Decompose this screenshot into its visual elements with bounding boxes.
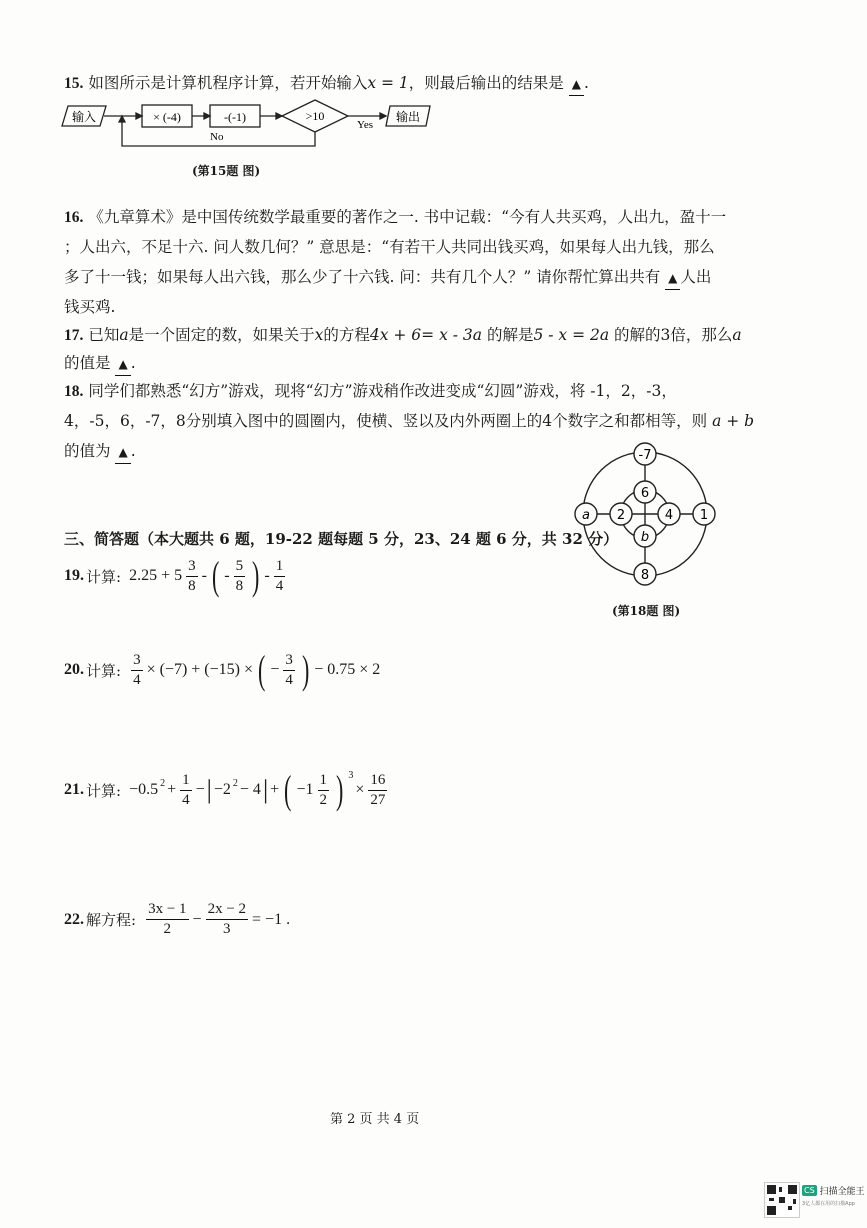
q19-op1: - [201, 567, 207, 584]
flow-minus-label: -(-1) [224, 110, 246, 124]
page-footer: 第 2 页 共 4 页 [330, 1112, 420, 1127]
q17-end: . [130, 354, 136, 372]
q16-line1-text: 《九章算术》是中国传统数学最重要的著作之一. 书中记载：“今有人共买鸡，人出九，盈十一 [88, 208, 727, 226]
q17-line1 [64, 324, 742, 347]
q20-term1: × (−7) + (−15) × [146, 661, 253, 678]
q17-eq2: 5 - x = 2a [533, 326, 610, 344]
q22-frac1: $\frac{3x - 1}{2}$ [148, 901, 187, 937]
q21-op1: + [167, 781, 177, 798]
q18-ab: a + b [712, 412, 755, 430]
scanner-badge [802, 1184, 865, 1197]
q19-neg: - [224, 567, 230, 584]
flow-output-label: 输出 [395, 110, 421, 124]
q15-blank: ▲ [569, 72, 584, 96]
q21-sup1: 2 [160, 777, 166, 789]
q22-number: 22. [64, 910, 84, 928]
q21-frac3: $\frac{16}{27}$ [370, 771, 386, 808]
q18-caption: (第18题 图) [612, 604, 681, 618]
circle-inner-bottom: b [640, 530, 650, 545]
circle-inner-top: 6 [640, 486, 650, 501]
q20-frac1: $\frac{3}{4}$ [133, 651, 141, 688]
q18-line1-text: 同学们都熟悉“幻方”游戏，现将“幻方”游戏稍作改进变成“幻圆”游戏，将 -1，2，-3， [88, 382, 677, 400]
circle-inner-right: 4 [664, 508, 674, 523]
q19-op2: - [264, 567, 270, 584]
q18-line2 [64, 410, 754, 432]
q16-line2: ；人出六，不足十六. 问人数几何？” 意思是：“有若干人共同出钱买鸡，如果每人出九钱，那么 [64, 238, 715, 256]
q16-line3 [64, 266, 711, 290]
q19-frac1: $\frac{3}{8}$ [188, 557, 196, 594]
q21-sup2: 2 [232, 777, 238, 789]
q22-label: 解方程: [86, 911, 137, 929]
q18-number: 18. [64, 383, 84, 400]
q18-line2-text: 4，-5，6，-7，8分别填入图中的圆圈内，使横、竖以及内外两圈上的4个数字之和都相等，则 [64, 412, 708, 430]
q17-text-a: 已知 [88, 326, 120, 344]
q21-expression: 21. 计算: −0.5 $^2$ + $\frac{1}{4}$ − | −2 $^2$ − 4 | + ( −1 $\frac{1}{2}$ ) $^3$ × $\frac{16}{27}$ [64, 767, 386, 812]
q15-var: x = 1 [367, 74, 409, 92]
q17-eq1: 4x + 6= x - 3a [369, 326, 483, 344]
q20-term3: − 0.75 × 2 [314, 661, 381, 678]
flow-mult-label: × (-4) [153, 110, 181, 124]
q17-var-x: x [314, 326, 324, 344]
qr-code-icon [764, 1182, 800, 1218]
q17-text-d: 的解是 [486, 326, 534, 344]
q17-number: 17. [64, 327, 84, 344]
q17-text-b: 是一个固定的数，如果关于 [128, 326, 315, 344]
q15-flowchart [60, 96, 460, 156]
q19-expression: 19. 计算: 2.25 + 5 $\frac{3}{8}$ - ( - $\frac{5}{8}$ ) - $\frac{1}{4}$ [64, 553, 284, 598]
q15-caption: (第15题 图) [192, 164, 261, 178]
q20-neg: − [270, 661, 280, 678]
q18-blank: ▲ [115, 440, 130, 464]
flow-yes-label: Yes [357, 119, 374, 131]
q15-text [64, 72, 589, 96]
q20-frac2: $\frac{3}{4}$ [285, 651, 293, 688]
q21-sup3: 3 [348, 769, 354, 781]
q20-expression: 20. 计算: $\frac{3}{4}$ × (−7) + (−15) × ( − $\frac{3}{4}$ ) − 0.75 × 2 [64, 647, 381, 692]
q15-text-b: ，则最后输出的结果是 [408, 74, 564, 92]
q17-blank: ▲ [115, 352, 130, 376]
flow-cond-label: >10 [305, 109, 325, 123]
q19-label: 计算: [86, 567, 122, 586]
scanner-name: 扫描全能王 [819, 1187, 865, 1197]
section3-title: 三、简答题（本大题共 6 题，19-22 题每题 5 分，23、24 题 6 分，共 32 分） [64, 530, 619, 548]
q21-frac2: $\frac{1}{2}$ [319, 771, 328, 808]
q21-op2: − [195, 781, 205, 798]
q15-text-a: 如图所示是计算机程序计算，若开始输入 [88, 74, 368, 92]
q21-op3: + [270, 781, 280, 798]
circle-bottom: 8 [640, 568, 650, 583]
q19-frac2: $\frac{5}{8}$ [235, 557, 244, 594]
q19-frac3: $\frac{1}{4}$ [275, 557, 284, 594]
q18-line1 [64, 380, 677, 403]
q17-line2 [64, 352, 136, 376]
circle-top: -7 [638, 448, 652, 463]
q21-op4: × [355, 781, 365, 798]
q18-line3 [64, 440, 136, 464]
q21-term1: −0.5 [129, 781, 159, 798]
q21-term3: − 4 [239, 781, 261, 798]
q17-var-a2: a [732, 326, 742, 344]
q15-number: 15. [64, 75, 84, 92]
q20-number: 20. [64, 661, 84, 678]
q17-var-a: a [119, 326, 129, 344]
flow-no-label: No [210, 131, 224, 143]
q21-term4: −1 [296, 781, 314, 798]
q18-end: . [130, 442, 136, 460]
q21-term2: −2 [213, 781, 231, 798]
q16-line4: 钱买鸡. [64, 298, 116, 316]
scanner-sub: 3亿人都在用的扫描App [802, 1201, 855, 1207]
q16-number: 16. [64, 209, 84, 226]
q16-line3-end: 人出 [680, 268, 712, 286]
q19-term1: 2.25 + 5 [129, 567, 183, 584]
q22-expression [64, 902, 290, 937]
q21-frac1: $\frac{1}{4}$ [182, 771, 190, 808]
circle-right: 1 [699, 508, 709, 523]
q17-text-e: 的解的3倍，那么 [614, 326, 733, 344]
q21-number: 21. [64, 781, 84, 798]
flow-input-label: 输入 [71, 110, 97, 124]
q15-end: . [583, 74, 589, 92]
circle-left: a [582, 508, 590, 523]
q16-line3-text: 多了十一钱；如果每人出六钱，那么少了十六钱. 问：共有几个人？” 请你帮忙算出共有 [64, 268, 661, 286]
circle-inner-left: 2 [616, 508, 626, 523]
q21-label: 计算: [86, 781, 122, 800]
q18-line3-text: 的值为 [64, 442, 111, 460]
q22-rhs: = −1 . [252, 910, 291, 928]
q18-magic-circle [570, 436, 720, 592]
q16-line1 [64, 206, 726, 229]
scanner-logo: CS [804, 1186, 815, 1195]
q16-blank: ▲ [665, 266, 680, 290]
q22-frac2: $\frac{2x - 2}{3}$ [207, 901, 247, 937]
q17-text-f: 的值是 [64, 354, 111, 372]
q19-number: 19. [64, 567, 84, 584]
q22-op1: − [192, 910, 202, 928]
q20-label: 计算: [86, 661, 122, 680]
q17-text-c: 的方程 [323, 326, 370, 344]
